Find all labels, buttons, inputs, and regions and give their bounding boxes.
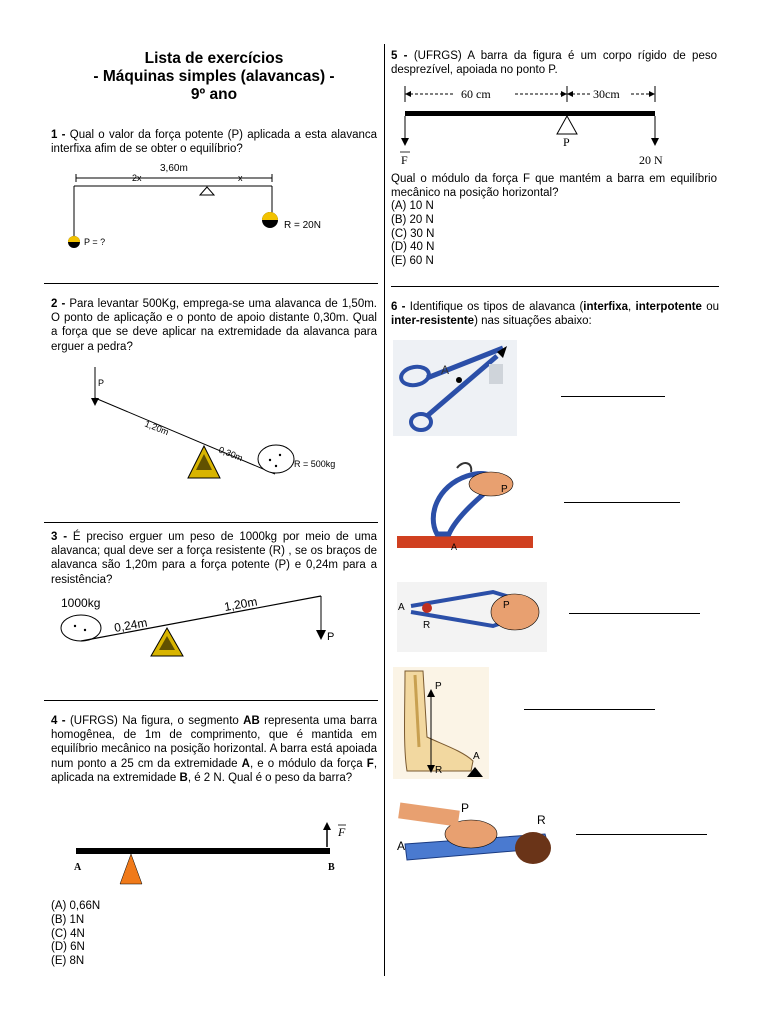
q6-type-interpotente: interpotente <box>635 301 702 313</box>
question-1-text: Qual o valor da força potente (P) aplicada a esta alavanca interfixa afim de se obter o equilíbrio? <box>51 129 377 156</box>
q4-a: A <box>241 757 250 770</box>
q3-weight-label: 1000kg <box>61 596 101 610</box>
q6-tool-r: R <box>537 813 546 827</box>
separator-2 <box>44 522 378 523</box>
separator-4 <box>391 286 719 287</box>
q4-option: (C) 4N <box>51 927 85 940</box>
q1-total-length: 3,60m <box>160 163 188 174</box>
q2-arm-a: 1,20m <box>143 418 171 438</box>
q6-text-pre: Identifique os tipos de alavanca ( <box>409 301 584 313</box>
q6-sep2: ou <box>701 301 720 313</box>
q4-option: (D) 6N <box>51 941 85 954</box>
separator-3 <box>44 700 378 701</box>
figure-q5-bar <box>395 80 695 172</box>
q6-nutcracker-a: A <box>451 542 458 552</box>
question-2-number: 2 - <box>51 298 66 310</box>
question-3 <box>51 530 377 587</box>
q2-arm-b: 0,30m <box>217 444 245 464</box>
question-5-text: (UFRGS) A barra da figura é um corpo rígido de peso desprezível, apoiada no ponto P. <box>391 50 717 77</box>
q5-option: (E) 60 N <box>391 255 434 268</box>
figure-q4-bar <box>60 816 360 892</box>
answer-line-5[interactable] <box>576 834 707 835</box>
question-2-text: Para levantar 500Kg, emprega-se uma alavanca de 1,50m. O ponto de aplicação e o ponto de apoio distante 0,30m. Qual a força que se deve aplicar na extremidade da alavanca para erguer a pedra? <box>51 298 377 353</box>
q6-type-inter-resistente: inter-resistente <box>391 315 475 328</box>
question-5-options <box>391 200 434 269</box>
q4-ab: AB <box>243 715 260 727</box>
title-line-2: - Máquinas simples (alavancas) - <box>93 68 335 85</box>
q1-p-label: P = ? <box>84 237 106 247</box>
q5-right-length: 30cm <box>593 87 620 101</box>
q6-tongs-a: A <box>398 602 405 613</box>
q3-arm-b: 1,20m <box>223 594 259 614</box>
column-divider <box>384 44 385 976</box>
q4-option: (B) 1N <box>51 913 85 926</box>
q6-nutcracker-p: P <box>501 484 508 495</box>
q5-f-label: F <box>401 153 408 167</box>
q4-text-mid3: , aplicada na extremidade <box>51 757 378 784</box>
question-1-number: 1 - <box>51 129 66 141</box>
question-1 <box>51 128 377 156</box>
q5-option: (C) 30 N <box>391 227 435 240</box>
answer-line-3[interactable] <box>569 613 700 614</box>
scissors-illustration <box>393 340 517 436</box>
q4-fig-a: A <box>74 862 82 873</box>
q5-n-label: 20 N <box>639 153 663 167</box>
question-5 <box>391 49 717 77</box>
q6-tongs-r: R <box>423 620 431 631</box>
question-4-number: 4 - <box>51 715 66 727</box>
figure-q1-lever <box>60 158 340 258</box>
q2-r-label: R = 500kg <box>294 459 336 469</box>
q6-type-interfixa: interfixa <box>583 301 629 313</box>
q5-p-label: P <box>563 135 570 149</box>
q5-left-length: 60 cm <box>461 87 491 101</box>
question-2 <box>51 297 377 354</box>
answer-line-4[interactable] <box>524 709 655 710</box>
page-title <box>44 50 384 104</box>
question-4-options <box>51 900 100 969</box>
q5-option: (D) 40 N <box>391 241 435 254</box>
q3-arm-a: 0,24m <box>113 615 149 635</box>
q1-left-arm: 2x <box>132 173 142 183</box>
foot-illustration <box>393 667 489 779</box>
question-3-number: 3 - <box>51 531 68 543</box>
answer-line-2[interactable] <box>564 502 680 503</box>
q3-p-label: P <box>327 631 335 643</box>
q6-text-end: ) nas situações abaixo: <box>474 315 592 328</box>
q4-text-pre: (UFRGS) Na figura, o segmento <box>69 715 244 727</box>
q4-option: (A) 0,66N <box>51 900 101 912</box>
q6-scissors-a: A <box>441 363 450 377</box>
q4-option: (E) 8N <box>51 955 85 968</box>
lever-tool-illustration <box>395 800 561 884</box>
question-5-number: 5 - <box>391 50 408 62</box>
q6-foot-p: P <box>435 681 442 692</box>
q6-foot-r: R <box>435 765 443 776</box>
figure-q3-lever <box>55 590 355 665</box>
tongs-illustration <box>397 582 547 652</box>
q4-text-end: , é 2 N. Qual é o peso da barra? <box>187 771 353 784</box>
q4-f: F <box>366 757 374 770</box>
question-6-number: 6 - <box>391 301 406 313</box>
q6-tool-a: A <box>397 839 406 853</box>
answer-line-1[interactable] <box>561 396 665 397</box>
q5-question-text: Qual o módulo da força F que mantém a barra em equilíbrio mecânico na posição horizontal? <box>391 173 717 200</box>
q6-sep1: , <box>628 301 636 313</box>
question-6 <box>391 300 719 328</box>
q4-fig-b: B <box>328 862 335 873</box>
question-3-text: É preciso erguer um peso de 1000kg por meio de uma alavanca; qual deve ser a força resistente (R) , se os braços de alavanca são 1,20m para a força potente (P) e 0,24m para a resistência? <box>51 531 378 586</box>
q6-foot-a: A <box>473 751 480 762</box>
question-4 <box>51 714 377 785</box>
question-5-prompt <box>391 172 717 200</box>
title-line-3: 9º ano <box>190 86 238 103</box>
q5-option: (B) 20 N <box>391 213 434 226</box>
q1-right-arm: x <box>238 173 243 183</box>
figure-q2-lever <box>80 362 370 490</box>
q2-p-label: P <box>98 378 105 388</box>
q6-tool-p: P <box>461 801 470 815</box>
q4-text-mid2: , e o módulo da força <box>249 757 367 770</box>
title-line-1: Lista de exercícios <box>144 50 284 67</box>
q4-fig-f: F <box>338 825 346 839</box>
q4-text-mid1: representa uma barra homogênea, de 1m de comprimento, que é mantida em equilíbrio mecânico na posição horizontal. A barra está apoiada num ponto a 25 cm da extremidade <box>51 715 377 770</box>
q6-tongs-p: P <box>503 600 510 611</box>
separator-1 <box>44 283 378 284</box>
nutcracker-illustration <box>397 456 533 556</box>
q5-option: (A) 10 N <box>391 200 434 212</box>
q1-r-label: R = 20N <box>284 220 321 231</box>
q4-b: B <box>179 771 188 784</box>
